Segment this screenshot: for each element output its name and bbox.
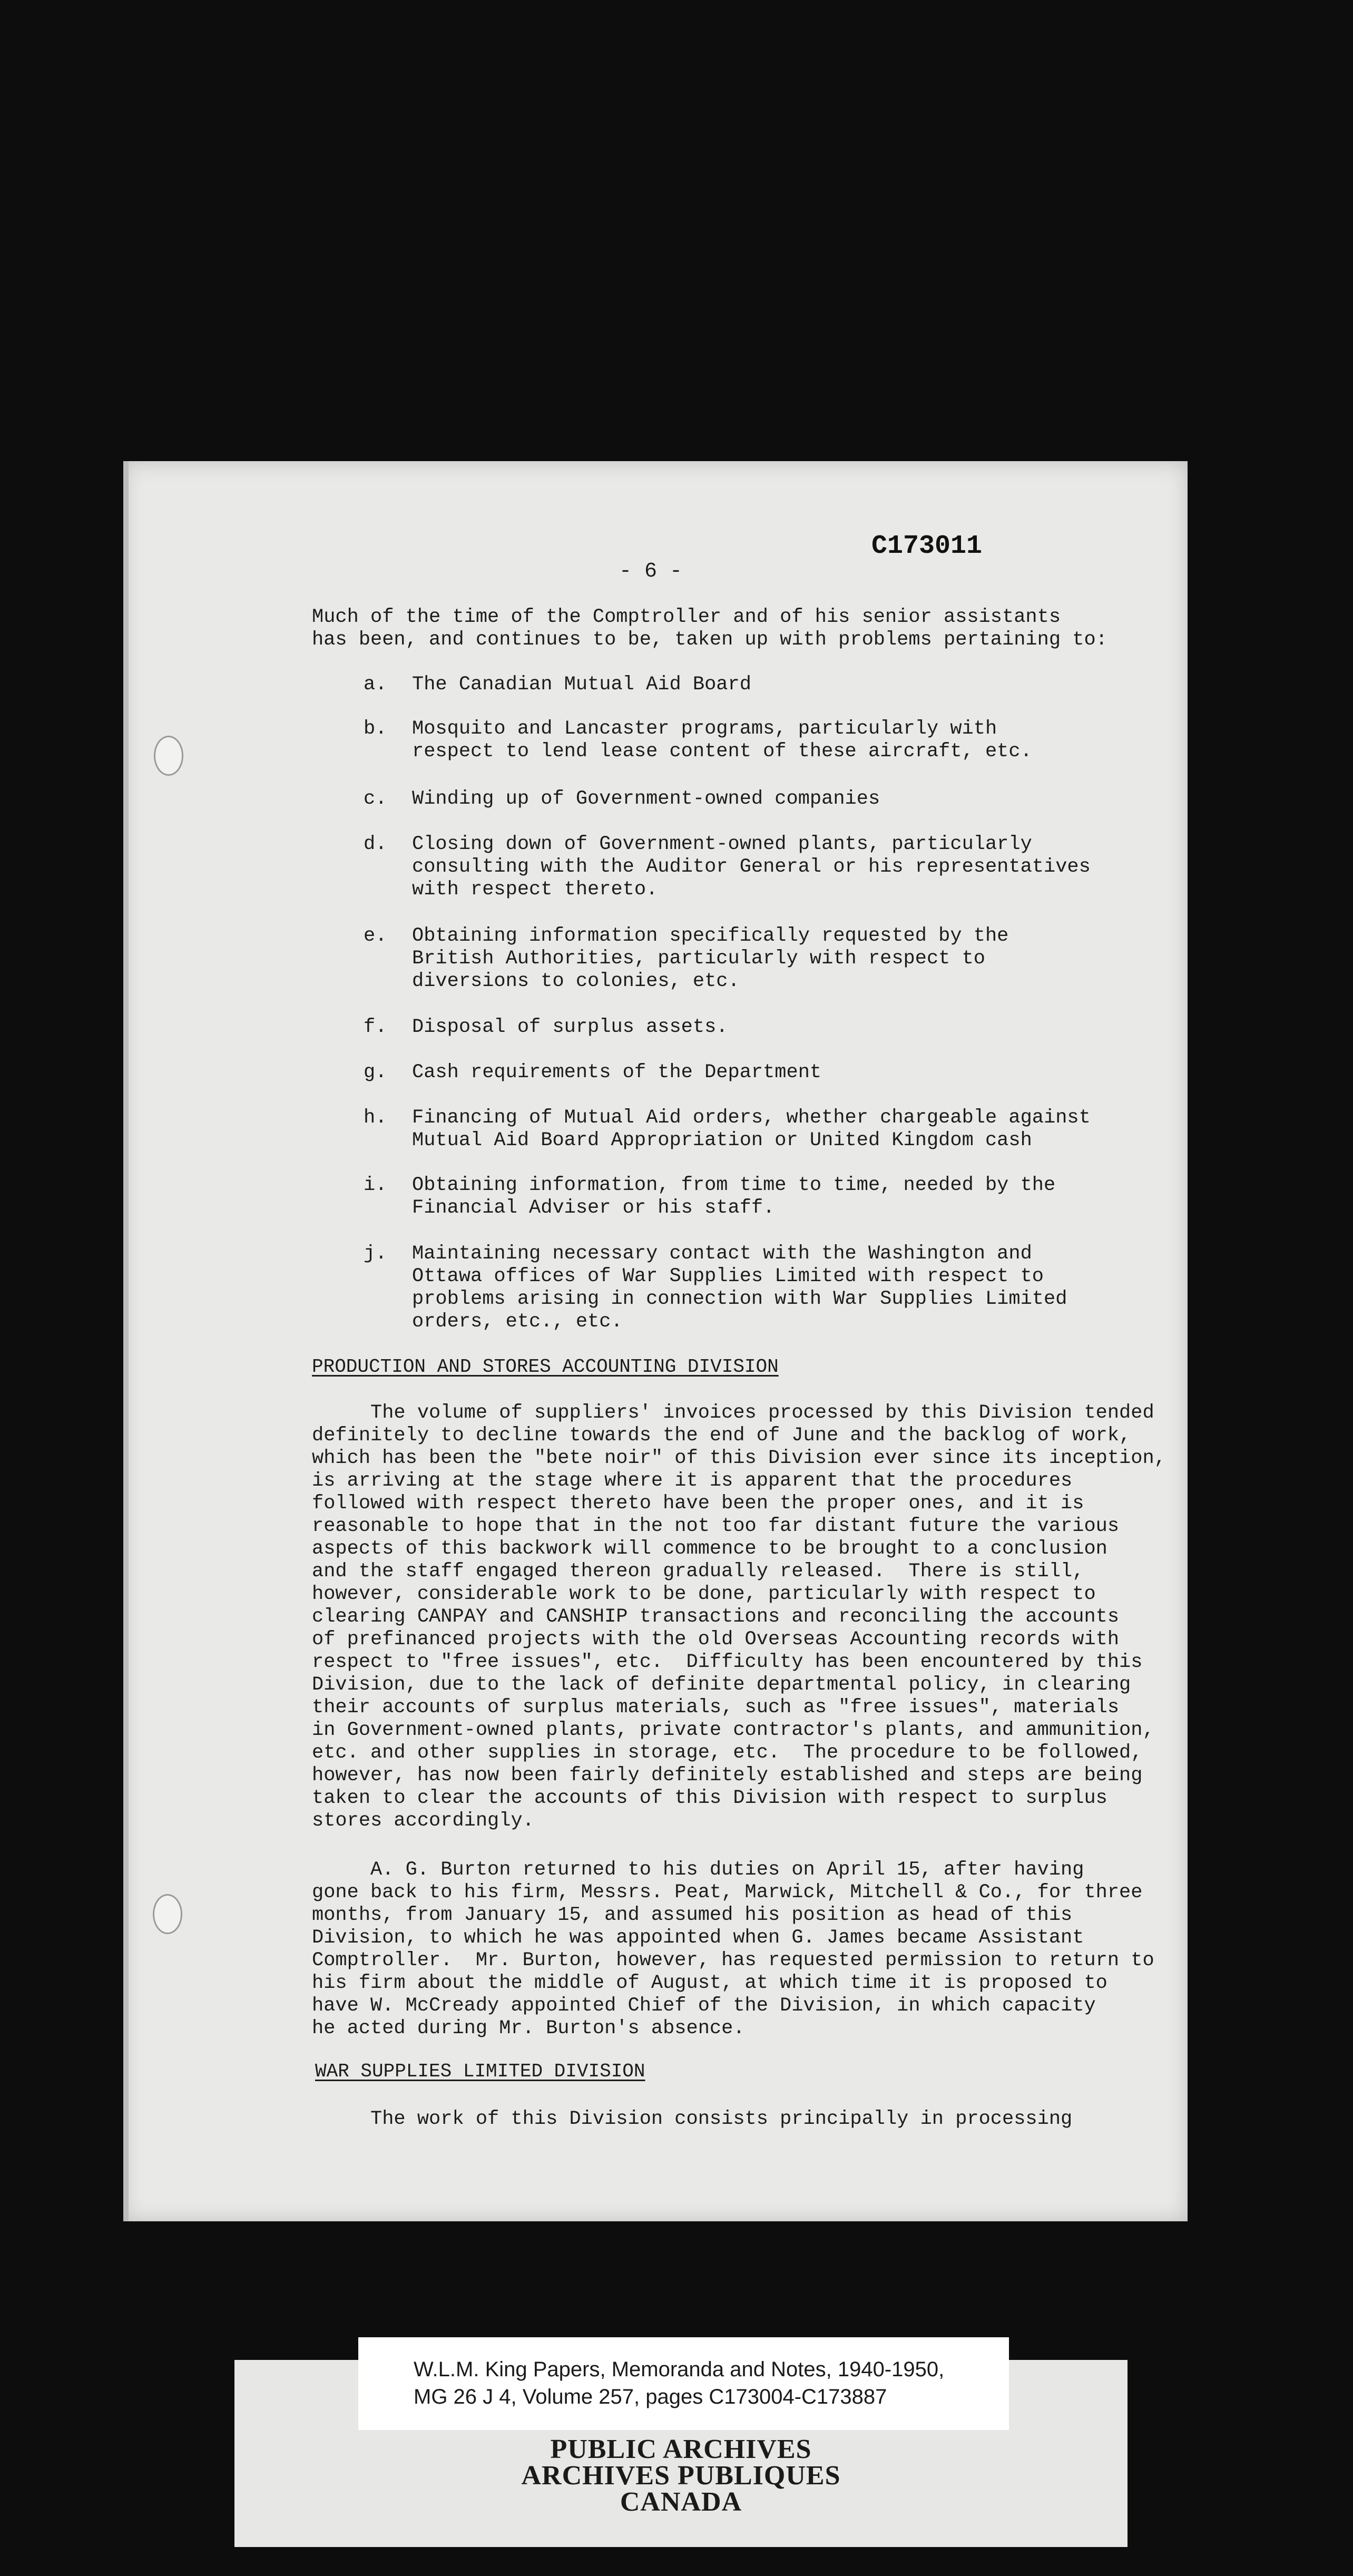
list-letter: b.	[364, 718, 387, 740]
list-item-text: Obtaining information, from time to time, needed by the Financial Adviser or his staff.	[412, 1174, 1056, 1219]
list-item-text: Cash requirements of the Department	[412, 1061, 822, 1084]
list-letter: j.	[364, 1243, 387, 1265]
section-heading-war-supplies: WAR SUPPLIES LIMITED DIVISION	[315, 2061, 645, 2082]
section-heading-production: PRODUCTION AND STORES ACCOUNTING DIVISION	[312, 1356, 779, 1378]
archive-stamp-line-2: ARCHIVES PUBLIQUES	[521, 2461, 841, 2491]
list-letter: d.	[364, 833, 387, 855]
archive-stamp-line-3: CANADA	[620, 2487, 742, 2517]
list-item-text: Maintaining necessary contact with the Washington and Ottawa offices of War Supplies Limited with respect to problems arising in connection with War Supplies Limited orders, etc., etc.	[412, 1243, 1067, 1333]
list-letter: g.	[364, 1061, 387, 1084]
list-item-text: The Canadian Mutual Aid Board	[412, 674, 751, 696]
punch-hole-bottom	[153, 1894, 182, 1934]
archive-stamp-line-1: PUBLIC ARCHIVES	[550, 2434, 812, 2464]
burton-paragraph: A. G. Burton returned to his duties on April 15, after having gone back to his firm, Messrs. Peat, Marwick, Mitchell & Co., for three months, from January 15, and assumed his position as head of this Division, to which he was appointed when G. James became Assistant Comptroller. Mr. Burton, however, has requested permission to return to his firm about the middle of August, at which time it is proposed to have W. McCready appointed Chief of the Division, in which capacity he acted during Mr. Burton's absence.	[312, 1859, 1154, 2040]
list-item-text: Mosquito and Lancaster programs, particularly with respect to lend lease content of these aircraft, etc.	[412, 718, 1032, 763]
page-edge	[123, 461, 129, 2221]
list-item-text: Obtaining information specifically requested by the British Authorities, particularly with respect to diversions to colonies, etc.	[412, 925, 1009, 992]
punch-hole-top	[154, 736, 183, 776]
list-item-text: Closing down of Government-owned plants, particularly consulting with the Auditor General or his representatives with respect thereto.	[412, 833, 1091, 901]
document-id: C173011	[871, 531, 983, 561]
list-letter: e.	[364, 925, 387, 947]
list-letter: f.	[364, 1016, 387, 1038]
list-item-text: Financing of Mutual Aid orders, whether chargeable against Mutual Aid Board Appropriation or United Kingdom cash	[412, 1107, 1091, 1152]
production-paragraph: The volume of suppliers' invoices processed by this Division tended definitely to decline towards the end of June and the backlog of work, which has been the "bete noir" of this Division ever since its inception, is arriving at the stage where it is apparent that the procedures followed with respect thereto have been the proper ones, and it is reasonable to hope that in the not too far distant future the various aspects of this backwork will commence to be brought to a conclusion and the staff engaged thereon gradually released. There is still, however, considerable work to be done, particularly with respect to clearing CANPAY and CANSHIP transactions and reconciling the accounts of prefinanced projects with the old Overseas Accounting records with respect to "free issues", etc. Difficulty has been encountered by this Division, due to the lack of definite departmental policy, in clearing their accounts of surplus materials, such as "free issues", materials in Government-owned plants, private contractor's plants, and ammunition, etc. and other supplies in storage, etc. The procedure to be followed, however, has now been fairly definitely established and steps are being taken to clear the accounts of this Division with respect to surplus stores accordingly.	[312, 1402, 1166, 1832]
list-letter: c.	[364, 788, 387, 810]
war-supplies-paragraph: The work of this Division consists principally in processing	[312, 2108, 1073, 2130]
list-letter: i.	[364, 1174, 387, 1196]
page-number: - 6 -	[619, 560, 683, 583]
list-item-text: Winding up of Government-owned companies	[412, 788, 880, 810]
list-letter: a.	[364, 674, 387, 696]
list-item-text: Disposal of surplus assets.	[412, 1016, 728, 1038]
intro-paragraph: Much of the time of the Comptroller and of his senior assistants has been, and continues to be, taken up with problems pertaining to:	[312, 606, 1107, 651]
list-letter: h.	[364, 1107, 387, 1129]
archive-citation: W.L.M. King Papers, Memoranda and Notes, 1940-1950, MG 26 J 4, Volume 257, pages C173004-C173887	[414, 2358, 945, 2408]
